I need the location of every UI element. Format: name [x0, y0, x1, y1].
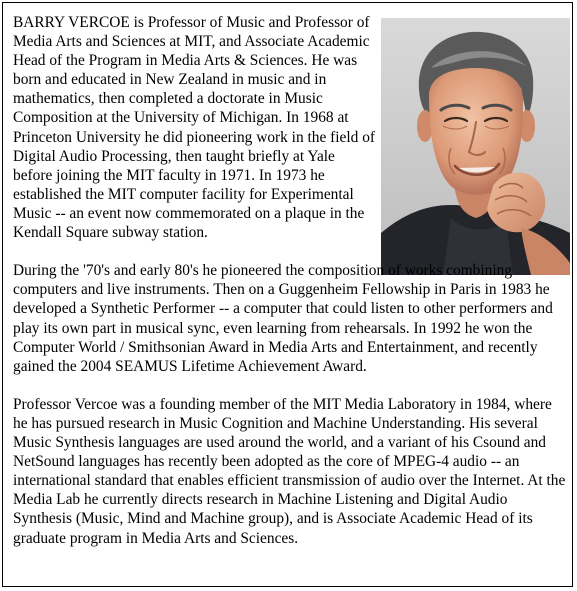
bio-paragraph-research: Professor Vercoe was a founding member of the MIT Media Laboratory in 1984, where he has pursued research in Music Cognition and Machine Understanding. His several Music Synthesis languages are used around the world, and a variant of his Csound and NetSound languages has recently been adopted as the core of MPEG-4 audio -- an international standard that enables efficient transmission of audio over the Internet. At the Media Lab he currently directs research in Machine Listening and Digital Audio Synthesis (Music, Mind and Machine group), and is Associate Academic Head of its graduate program in Media Arts and Sciences.	[13, 395, 566, 547]
bio-frame	[2, 2, 573, 587]
bio-paragraph-career: During the '70's and early 80's he pioneered the composition of works combining computers and live instruments. Then on a Guggenheim Fellowship in Paris in 1983 he developed a Synthetic Performer -- a computer that could listen to other performers and play its own part in musical sync, even learning from rehearsals. In 1992 he won the Computer World / Smithsonian Award in Media Arts and Entertainment, and recently gained the 2004 SEAMUS Lifetime Achievement Award.	[13, 262, 553, 375]
bio-text	[13, 13, 568, 567]
bio-paragraph-intro: BARRY VERCOE is Professor of Music and Professor of Media Arts and Sciences at MIT, and Associate Academic Head of the Program in Media Arts & Sciences. He was born and educated in New Zealand in music and in mathematics, then completed a doctorate in Music Composition at the University of Michigan. In 1968 at Princeton University he did pioneering work in the field of Digital Audio Processing, then taught briefly at Yale before joining the MIT faculty in 1971. In 1973 he established the MIT computer facility for Experimental Music -- an event now commemorated on a plaque in the Kendall Square subway station.	[13, 14, 376, 242]
